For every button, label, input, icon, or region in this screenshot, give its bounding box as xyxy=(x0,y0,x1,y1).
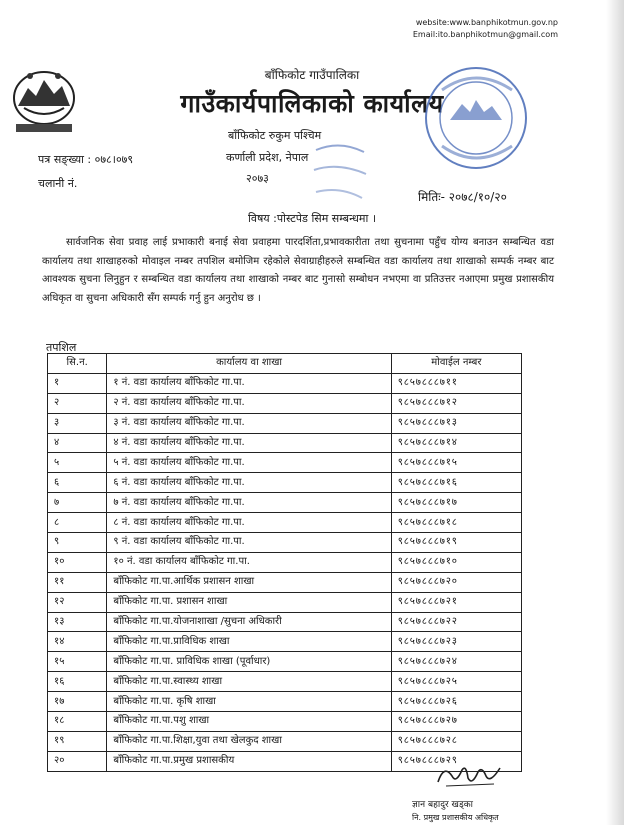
row-mobile: ९८५७८८८७१३ xyxy=(391,413,521,433)
stamp-impression-icon xyxy=(310,140,370,214)
row-serial: ५ xyxy=(48,453,107,473)
table-row xyxy=(48,433,522,453)
row-office: बाँफिकोट गा.पा.आर्थिक प्रशासन शाखा xyxy=(107,572,391,592)
row-serial: ८ xyxy=(48,513,107,533)
table-row xyxy=(48,592,522,612)
row-serial: १२ xyxy=(48,592,107,612)
address-line-2: कर्णाली प्रदेश, नेपाल xyxy=(226,151,309,164)
letter-reference-number: पत्र सङ्ख्या : ०७८।०७९ xyxy=(38,153,134,166)
row-mobile: ९८५७८८८७१५ xyxy=(391,453,521,473)
row-serial: ११ xyxy=(48,572,107,592)
row-serial: २ xyxy=(48,393,107,413)
office-stamp-icon xyxy=(420,60,532,178)
table-row xyxy=(48,731,522,751)
row-office: ३ नं. वडा कार्यालय बाँफिकोट गा.पा. xyxy=(107,413,391,433)
row-office: बाँफिकोट गा.पा. प्राविधिक शाखा (पूर्वाधार) xyxy=(107,652,391,672)
table-row xyxy=(48,572,522,592)
email-text[interactable]: Email:ito.banphikotmun@gmail.com xyxy=(412,30,558,39)
row-office: ९ नं. वडा कार्यालय बाँफिकोट गा.पा. xyxy=(107,533,391,553)
office-title: गाउँकार्यपालिकाको कार्यालय xyxy=(180,89,444,118)
table-row xyxy=(48,473,522,493)
details-heading: तपशिल xyxy=(46,341,77,354)
table-row xyxy=(48,373,522,393)
row-mobile: ९८५७८८८७२५ xyxy=(391,672,521,692)
table-row xyxy=(48,672,522,692)
table-row xyxy=(48,652,522,672)
signatory-name: ज्ञान बहादुर खड्का xyxy=(412,800,473,810)
table-row xyxy=(48,712,522,732)
header-office: कार्यालय वा शाखा xyxy=(107,354,391,374)
table-row xyxy=(48,393,522,413)
row-serial: १८ xyxy=(48,712,107,732)
contact-block xyxy=(413,17,558,41)
row-mobile: ९८५७८८८७१० xyxy=(391,552,521,572)
table-row xyxy=(48,632,522,652)
row-mobile: ९८५७८८८७११ xyxy=(391,373,521,393)
row-mobile: ९८५७८८८७१९ xyxy=(391,533,521,553)
row-mobile: ९८५७८८८७१७ xyxy=(391,493,521,513)
municipality-name: बाँफिकोट गाउँपालिका xyxy=(264,68,360,82)
row-office: बाँफिकोट गा.पा. कृषि शाखा xyxy=(107,692,391,712)
page-edge-shadow xyxy=(606,0,624,825)
table-header-row xyxy=(48,354,522,374)
table-row xyxy=(48,453,522,473)
row-office: बाँफिकोट गा.पा.प्रमुख प्रशासकीय xyxy=(107,751,391,771)
website-text[interactable]: website:www.banphikotmun.gov.np xyxy=(415,18,558,27)
row-serial: ६ xyxy=(48,473,107,493)
row-office: १० नं. वडा कार्यालय बाँफिकोट गा.पा. xyxy=(107,552,391,572)
table-row xyxy=(48,552,522,572)
row-mobile: ९८५७८८८७२६ xyxy=(391,692,521,712)
row-serial: ४ xyxy=(48,433,107,453)
row-mobile: ९८५७८८८७२३ xyxy=(391,632,521,652)
letter-body: सार्वजनिक सेवा प्रवाह लाई प्रभाकारी बनाई सेवा प्रवाहमा पारदर्शिता,प्रभावकारीता तथा सुचनामा पहुँच योग्य बनाउन सम्बन्धित वडा कार्यालय तथा शाखाहरुको मोवाइल नम्बर तपशिल बमोजिम रहेकोले सेवाग्राहीहरुले सम्बन्धित वडा कार्यालय तथा शाखाको सम्पर्क नम्बर बाट आवश्यक सुचना लिनुहुन र सम्बन्धित वडा कार्यालय तथा शाखाको नम्बर बाट गुनासो सम्बोधन नभएमा वा प्रतिउत्तर नआएमा प्रमुख प्रशासकीय अधिकृत वा सुचना अधिकारी सँग सम्पर्क गर्नु हुन अनुरोध छ । xyxy=(42,237,554,304)
row-mobile: ९८५७८८८७२८ xyxy=(391,731,521,751)
letter-date: मितिः- २०७८/१०/२० xyxy=(418,190,507,204)
row-mobile: ९८५७८८८७२७ xyxy=(391,712,521,732)
row-serial: १४ xyxy=(48,632,107,652)
table-row xyxy=(48,513,522,533)
row-mobile: ९८५७८८८७२० xyxy=(391,572,521,592)
row-office: बाँफिकोट गा.पा.प्राविधिक शाखा xyxy=(107,632,391,652)
letter-subject: विषय :पोस्टपेड सिम सम्बन्धमा । xyxy=(247,212,376,225)
row-office: ५ नं. वडा कार्यालय बाँफिकोट गा.पा. xyxy=(107,453,391,473)
row-office: ७ नं. वडा कार्यालय बाँफिकोट गा.पा. xyxy=(107,493,391,513)
table-row xyxy=(48,612,522,632)
row-serial: ७ xyxy=(48,493,107,513)
table-row xyxy=(48,692,522,712)
row-serial: २० xyxy=(48,751,107,771)
row-mobile: ९८५७८८८७२९ xyxy=(391,751,521,771)
row-office: बाँफिकोट गा.पा.पशु शाखा xyxy=(107,712,391,732)
row-mobile: ९८५७८८८७२२ xyxy=(391,612,521,632)
signature-icon xyxy=(434,762,506,790)
row-serial: १ xyxy=(48,373,107,393)
row-mobile: ९८५७८८८७१२ xyxy=(391,393,521,413)
row-office: ४ नं. वडा कार्यालय बाँफिकोट गा.पा. xyxy=(107,433,391,453)
address-line-1: बाँफिकोट रुकुम पश्चिम xyxy=(228,129,322,142)
row-office: ६ नं. वडा कार्यालय बाँफिकोट गा.पा. xyxy=(107,473,391,493)
row-office: बाँफिकोट गा.पा.शिक्षा,युवा तथा खेलकुद शाखा xyxy=(107,731,391,751)
row-office: बाँफिकोट गा.पा. प्रशासन शाखा xyxy=(107,592,391,612)
row-serial: १७ xyxy=(48,692,107,712)
row-office: ८ नं. वडा कार्यालय बाँफिकोट गा.पा. xyxy=(107,513,391,533)
row-serial: १९ xyxy=(48,731,107,751)
row-serial: १५ xyxy=(48,652,107,672)
header-serial: सि.न. xyxy=(48,354,107,374)
dispatch-number: चलानी नं. xyxy=(38,177,78,190)
established-year: २०७३ xyxy=(246,172,269,185)
row-serial: ३ xyxy=(48,413,107,433)
row-serial: १३ xyxy=(48,612,107,632)
row-office: बाँफिकोट गा.पा.योजनाशाखा /सुचना अधिकारी xyxy=(107,612,391,632)
row-office: २ नं. वडा कार्यालय बाँफिकोट गा.पा. xyxy=(107,393,391,413)
row-serial: ९ xyxy=(48,533,107,553)
table-row xyxy=(48,413,522,433)
row-mobile: ९८५७८८८७१८ xyxy=(391,513,521,533)
row-mobile: ९८५७८८८७१६ xyxy=(391,473,521,493)
row-serial: १६ xyxy=(48,672,107,692)
row-mobile: ९८५७८८८७२१ xyxy=(391,592,521,612)
row-office: १ नं. वडा कार्यालय बाँफिकोट गा.पा. xyxy=(107,373,391,393)
row-serial: १० xyxy=(48,552,107,572)
row-mobile: ९८५७८८८७२४ xyxy=(391,652,521,672)
header-mobile: मोवाईल नम्बर xyxy=(391,354,521,374)
signatory-title: नि. प्रमुख प्रशासकीय अधिकृत xyxy=(412,813,499,822)
table-row xyxy=(48,533,522,553)
table-row xyxy=(48,493,522,513)
contact-table xyxy=(47,353,522,772)
row-office: बाँफिकोट गा.पा.स्वास्थ्य शाखा xyxy=(107,672,391,692)
row-mobile: ९८५७८८८७१४ xyxy=(391,433,521,453)
